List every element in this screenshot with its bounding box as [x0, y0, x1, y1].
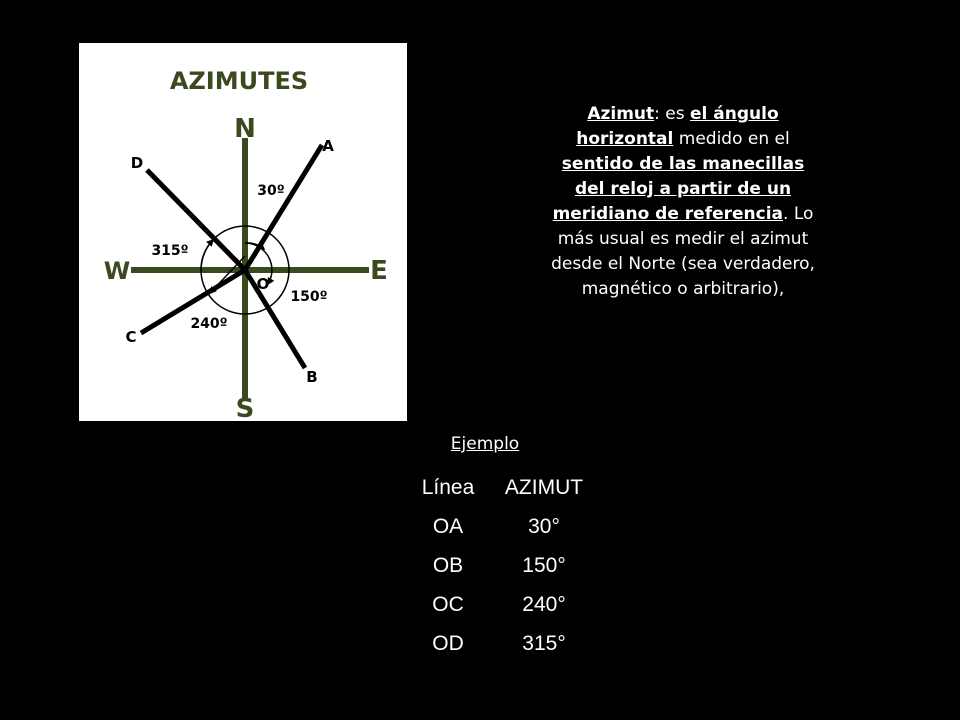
- table-cell-line: OB: [432, 553, 464, 577]
- definition-direction: sentido de las manecillas del reloj a partir de un meridiano de referencia: [552, 154, 805, 224]
- south-label: S: [235, 394, 255, 421]
- definition-term: Azimut: [587, 104, 655, 124]
- angle-label-150: 150º: [290, 289, 328, 305]
- table-header-line: Línea: [421, 475, 475, 499]
- north-label: N: [234, 114, 256, 144]
- line-b-label: B: [306, 368, 318, 386]
- angle-label-315: 315º: [151, 243, 189, 259]
- table-row: [407, 624, 599, 663]
- definition-angle: el ángulo horizontal: [576, 104, 779, 149]
- angle-label-30: 30º: [257, 183, 285, 199]
- table-row: [407, 507, 599, 546]
- table-header-azimuth: AZIMUT: [504, 475, 584, 499]
- angle-arc-315: [201, 240, 213, 270]
- angle-label-240: 240º: [190, 316, 228, 332]
- table-cell-azimuth: 315°: [522, 631, 566, 655]
- line-a-label: A: [322, 137, 334, 155]
- line-c-label: C: [125, 328, 137, 346]
- table-cell-line: OC: [432, 592, 464, 616]
- diagram-title: AZIMUTES: [169, 67, 309, 95]
- example-label: Ejemplo: [450, 434, 520, 454]
- origin-label: O: [256, 275, 270, 293]
- table-row: [407, 546, 599, 585]
- line-oa: [245, 145, 322, 270]
- definition-text-3: . Lo más usual es medir el azimut desde el Norte (sea verdadero, magnético o arbitrario),: [551, 204, 815, 299]
- table-row: [407, 585, 599, 624]
- definition-text-2: medido en el: [673, 129, 790, 149]
- azimuth-table: [407, 468, 599, 663]
- azimuth-diagram-svg: [79, 43, 407, 421]
- table-cell-azimuth: 30°: [528, 514, 560, 538]
- line-d-label: D: [130, 154, 144, 172]
- table-header-row: [407, 468, 599, 507]
- table-cell-line: OA: [432, 514, 464, 538]
- azimuth-diagram: [79, 43, 407, 421]
- table-cell-azimuth: 150°: [522, 553, 566, 577]
- line-ob: [245, 270, 305, 368]
- definition-text-1: : es: [654, 104, 691, 124]
- table-cell-azimuth: 240°: [522, 592, 566, 616]
- west-label: W: [103, 257, 131, 285]
- table-cell-line: OD: [432, 631, 464, 655]
- east-label: E: [370, 256, 388, 286]
- azimuth-definition: [548, 102, 818, 302]
